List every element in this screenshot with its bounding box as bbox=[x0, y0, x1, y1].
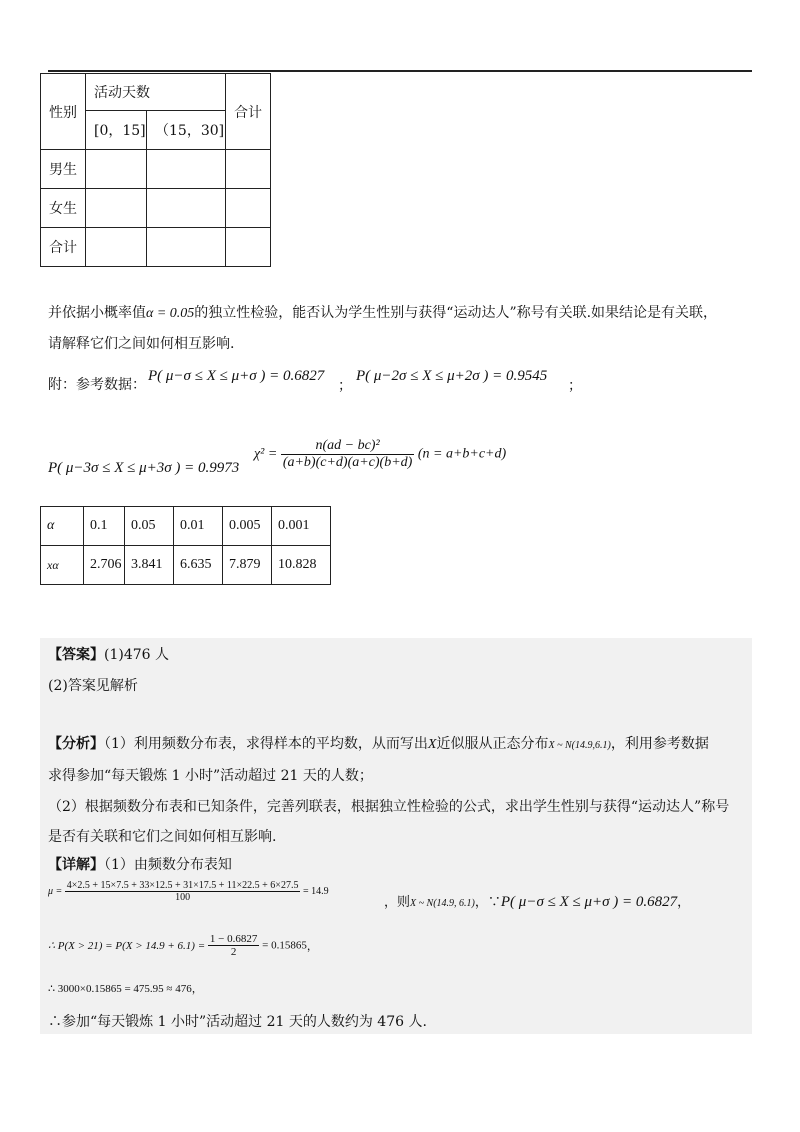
analysis-line-4: 是否有关联和它们之间如何相互影响. bbox=[48, 829, 277, 845]
x-cell: 10.828 bbox=[272, 546, 331, 585]
x-cell: 3.841 bbox=[125, 546, 174, 585]
alpha-cell: 0.005 bbox=[223, 507, 272, 546]
chi-rhs: (n = a+b+c+d) bbox=[417, 446, 507, 462]
answer-tag: 【答案】 bbox=[48, 647, 104, 663]
chi-square-formula bbox=[254, 438, 506, 471]
detail-tag: 【详解】 bbox=[48, 857, 104, 873]
alpha-cell: 0.01 bbox=[174, 507, 223, 546]
alpha-label: α bbox=[41, 507, 84, 546]
separator: ； bbox=[338, 378, 352, 394]
detail-text: ，∵ bbox=[474, 895, 501, 910]
detail-line-1 bbox=[48, 855, 232, 875]
header-range-2: （15，30] bbox=[147, 111, 226, 150]
alpha-value: α = 0.05 bbox=[146, 306, 195, 321]
table-cell bbox=[86, 150, 147, 189]
mean-fraction bbox=[65, 880, 301, 903]
table-cell bbox=[147, 228, 226, 267]
contingency-table bbox=[40, 73, 271, 267]
analysis-line-3: （2）根据频数分布表和已知条件，完善列联表，根据独立性检验的公式，求出学生性别与获得“运动达人”称号 bbox=[48, 799, 730, 815]
chi-denominator: (a+b)(c+d)(a+c)(b+d) bbox=[282, 455, 413, 470]
chi-numerator: n(ad − bc)² bbox=[315, 438, 380, 453]
reference-label: 附：参考数据： bbox=[48, 377, 146, 393]
row-label-total: 合计 bbox=[41, 228, 86, 267]
detail-conclusion: ∴参加“每天锻炼 1 小时”活动超过 21 天的人数约为 476 人. bbox=[48, 1014, 427, 1030]
x-alpha-label: xα bbox=[41, 546, 84, 585]
mean-formula bbox=[48, 880, 329, 903]
formula-p2: P( μ−2σ ≤ X ≤ μ+2σ ) = 0.9545 bbox=[356, 368, 548, 384]
detail-text: ， bbox=[306, 940, 318, 953]
separator: ； bbox=[568, 378, 582, 394]
detail-text: ，则 bbox=[384, 895, 411, 910]
x-cell: 2.706 bbox=[84, 546, 125, 585]
detail-formula: P( μ−σ ≤ X ≤ μ+σ ) = 0.6827 bbox=[500, 894, 678, 910]
header-gender: 性别 bbox=[41, 74, 86, 150]
question-text: 的独立性检验，能否认为学生性别与获得“运动达人”称号有关联.如果结论是有关联， bbox=[194, 305, 718, 321]
probability-denominator: 2 bbox=[208, 945, 259, 958]
alpha-cell: 0.001 bbox=[272, 507, 331, 546]
probability-lhs: ∴ P(X > 21) = P(X > 14.9 + 6.1) = bbox=[48, 940, 206, 952]
mean-numerator: 4×2.5 + 15×7.5 + 33×12.5 + 31×17.5 + 11×22.5 + 6×27.5 bbox=[66, 880, 299, 891]
table-cell bbox=[147, 150, 226, 189]
chi-lhs: χ² = bbox=[254, 446, 278, 462]
table-cell bbox=[226, 150, 271, 189]
analysis-text: （1）利用频数分布表，求得样本的平均数，从而写出 bbox=[104, 736, 428, 752]
top-rule bbox=[48, 70, 752, 72]
question-line-2: 请解释它们之间如何相互影响. bbox=[48, 336, 235, 352]
alpha-cell: 0.1 bbox=[84, 507, 125, 546]
question-text: 并依据小概率值 bbox=[48, 305, 146, 321]
analysis-line-1 bbox=[48, 734, 709, 756]
header-activity-days: 活动天数 bbox=[86, 74, 226, 111]
probability-fraction bbox=[208, 933, 259, 958]
header-total: 合计 bbox=[226, 74, 271, 150]
analysis-tag: 【分析】 bbox=[48, 736, 104, 752]
detail-text: ， bbox=[677, 895, 691, 910]
answer-line-1 bbox=[48, 645, 169, 665]
row-label-male: 男生 bbox=[41, 150, 86, 189]
detail-text: ， bbox=[191, 983, 203, 995]
x-cell: 6.635 bbox=[174, 546, 223, 585]
calculation-line bbox=[48, 980, 203, 996]
probability-formula bbox=[48, 933, 318, 958]
mean-lhs: μ = bbox=[48, 886, 63, 897]
probability-result: = 0.15865 bbox=[262, 939, 307, 952]
analysis-text: 近似服从正态分布 bbox=[436, 736, 549, 752]
mean-result: = 14.9 bbox=[302, 886, 329, 897]
alpha-cell: 0.05 bbox=[125, 507, 174, 546]
calculation: ∴ 3000×0.15865 = 475.95 ≈ 476 bbox=[48, 983, 192, 995]
formula-p1: P( μ−σ ≤ X ≤ μ+σ ) = 0.6827 bbox=[148, 368, 325, 384]
analysis-distribution: X ~ N(14.9,6.1) bbox=[548, 740, 611, 751]
answer-part-1: (1)476 人 bbox=[104, 647, 170, 663]
header-range-1: [0，15] bbox=[86, 111, 147, 150]
formula-p3: P( μ−3σ ≤ X ≤ μ+3σ ) = 0.9973 bbox=[48, 460, 240, 476]
detail-distribution: X ~ N(14.9, 6.1) bbox=[410, 898, 475, 909]
mean-denominator: 100 bbox=[65, 891, 301, 903]
detail-inline bbox=[384, 892, 690, 914]
table-cell bbox=[147, 189, 226, 228]
x-cell: 7.879 bbox=[223, 546, 272, 585]
detail-text: （1）由频数分布表知 bbox=[104, 857, 232, 873]
analysis-var: X bbox=[427, 737, 437, 752]
analysis-text: ，利用参考数据 bbox=[610, 736, 709, 752]
question-line-1 bbox=[48, 303, 717, 324]
analysis-line-2: 求得参加“每天锻炼 1 小时”活动超过 21 天的人数； bbox=[48, 768, 373, 784]
probability-numerator: 1 − 0.6827 bbox=[209, 933, 258, 945]
row-label-female: 女生 bbox=[41, 189, 86, 228]
chi-fraction bbox=[281, 438, 415, 471]
table-cell bbox=[226, 228, 271, 267]
table-cell bbox=[86, 228, 147, 267]
critical-value-table bbox=[40, 506, 331, 585]
table-cell bbox=[86, 189, 147, 228]
table-cell bbox=[226, 189, 271, 228]
answer-line-2: (2)答案见解析 bbox=[48, 678, 138, 694]
